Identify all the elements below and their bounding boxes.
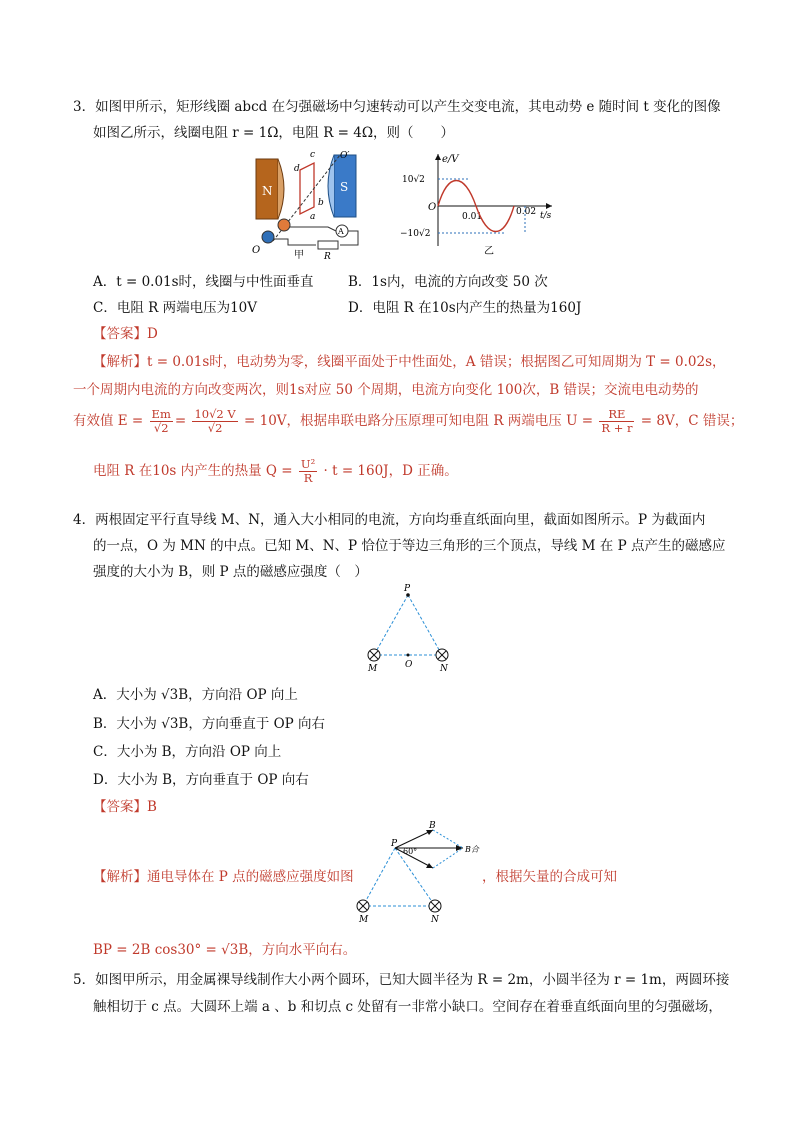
q3-option-c: C．电阻 R 两端电压为10V xyxy=(93,300,258,316)
q4-figure-vector xyxy=(355,818,485,923)
q4-stem-line2: 的一点，O 为 MN 的中点。已知 M、N、P 恰位于等边三角形的三个顶点，导线 M 在 P 点产生的磁感应 xyxy=(93,538,726,554)
q4-answer: 【答案】B xyxy=(93,799,157,815)
svg-text:乙: 乙 xyxy=(484,246,494,257)
q4-stem-line3: 强度的大小为 B，则 P 点的磁感应强度（ ） xyxy=(93,564,368,580)
svg-text:B: B xyxy=(429,821,436,831)
magnet-n-label: N xyxy=(262,184,273,198)
svg-text:b: b xyxy=(318,198,324,208)
analysis-label: 【解析】 xyxy=(93,354,147,370)
q3-option-b: B．1s内，电流的方向改变 50 次 xyxy=(348,274,548,290)
svg-text:c: c xyxy=(310,150,316,160)
q3-option-d: D．电阻 R 在10s内产生的热量为160J xyxy=(348,300,582,316)
q4-analysis-line1b: ，根据矢量的合成可知 xyxy=(482,869,617,885)
svg-text:O: O xyxy=(252,245,261,256)
svg-text:M: M xyxy=(359,915,369,923)
q4-option-a: A．大小为 √3B，方向沿 OP 向上 xyxy=(93,687,298,703)
graph-ybot: −10√2 xyxy=(400,229,431,239)
svg-text:A: A xyxy=(338,227,344,236)
answer-label: 【答案】 xyxy=(93,326,147,342)
fraction-u2-r: $\frac{\text{U²}}{R}$ xyxy=(300,457,316,485)
svg-text:P: P xyxy=(391,839,398,849)
q3-answer xyxy=(93,322,158,342)
q4-figure-triangle xyxy=(360,583,460,673)
graph-ytop: 10√2 xyxy=(402,175,425,185)
svg-text:0.01: 0.01 xyxy=(462,212,483,222)
svg-text:O: O xyxy=(428,202,437,213)
wire-m-icon xyxy=(368,649,380,661)
svg-text:d: d xyxy=(294,164,300,174)
q4-option-d: D．大小为 B，方向垂直于 OP 向右 xyxy=(93,772,309,788)
svg-text:甲: 甲 xyxy=(294,250,304,260)
q3-stem-line1: 3．如图甲所示，矩形线圈 abcd 在匀强磁场中匀速转动可以产生交变电流，其电动势 e 随时间 t 变化的图像 xyxy=(73,99,721,115)
q3-analysis-line4: 电阻 R 在10s 内产生的热量 Q = $\frac{\text{U²}}{R}$ · t = 160J，D 正确。 xyxy=(93,457,458,485)
svg-text:R: R xyxy=(324,252,331,260)
q3-option-a: A．t = 0.01s时，线圈与中性面垂直 xyxy=(93,274,314,290)
fraction-re: $\frac{RE}{R + r}$ xyxy=(601,407,633,435)
svg-text:O: O xyxy=(405,660,413,670)
q4-analysis-line2: BP = 2B cos30° = √3B，方向水平向右。 xyxy=(93,942,357,958)
graph-ylabel: e/V xyxy=(442,154,459,165)
q3-stem-line2: 如图乙所示，线圈电阻 r = 1Ω，电阻 R = 4Ω，则（ ） xyxy=(93,125,455,141)
magnet-s-label: S xyxy=(340,180,349,194)
svg-text:O′: O′ xyxy=(340,151,350,161)
svg-text:N: N xyxy=(440,664,448,673)
q5-stem-line2: 触相切于 c 点。大圆环上端 a 、b 和切点 c 处留有一非常小缺口。空间存在着垂直纸面向里的匀强磁场， xyxy=(93,999,722,1015)
svg-text:M: M xyxy=(368,664,378,673)
q3-analysis-line3: 有效值 E = $\frac{Em}{√2}$ = $\frac{10√2 V}{√2}$ = 10V，根据串联电路分压原理可知电阻 R 两端电压 U = $\frac{RE}{R + r}$ = 8V，C 错误； xyxy=(73,407,744,435)
q4-analysis-line1: 【解析】通电导体在 P 点的磁感应强度如图 xyxy=(93,869,354,885)
wire-m-icon xyxy=(357,900,369,912)
svg-text:60°: 60° xyxy=(403,847,418,856)
q5-stem-line1: 5．如图甲所示，用金属裸导线制作大小两个圆环，已知大圆半径为 R = 2m，小圆半径为 r = 1m，两圆环接 xyxy=(73,972,730,988)
svg-text:B合: B合 xyxy=(465,845,479,854)
q3-figure-emf-graph xyxy=(400,148,560,258)
q3-analysis-line1: 【解析】t = 0.01s时，电动势为零，线圈平面处于中性面处，A 错误；根据图乙可知周期为 T = 0.02s， xyxy=(93,354,726,370)
svg-text:0.02: 0.02 xyxy=(516,207,537,217)
wire-n-icon xyxy=(429,900,441,912)
q3-figure-generator xyxy=(248,145,378,260)
wire-n-icon xyxy=(436,649,448,661)
fraction-10root2: $\frac{10√2 V}{√2}$ xyxy=(194,407,236,435)
svg-text:N: N xyxy=(431,915,439,923)
q4-option-b: B．大小为 √3B，方向垂直于 OP 向右 xyxy=(93,716,326,732)
svg-text:t/s: t/s xyxy=(540,211,552,221)
q4-option-c: C．大小为 B，方向沿 OP 向上 xyxy=(93,744,282,760)
svg-text:P: P xyxy=(404,584,411,594)
svg-text:a: a xyxy=(310,212,316,222)
q3-analysis-line2: 一个周期内电流的方向改变两次，则1s对应 50 个周期，电流方向变化 100次，B 错误；交流电电动势的 xyxy=(73,382,699,398)
fraction-em: $\frac{Em}{√2}$ xyxy=(151,407,171,435)
answer-value: D xyxy=(147,326,158,342)
q4-stem-line1: 4．两根固定平行直导线 M、N，通入大小相同的电流，方向均垂直纸面向里，截面如图所示。P 为截面内 xyxy=(73,512,706,528)
